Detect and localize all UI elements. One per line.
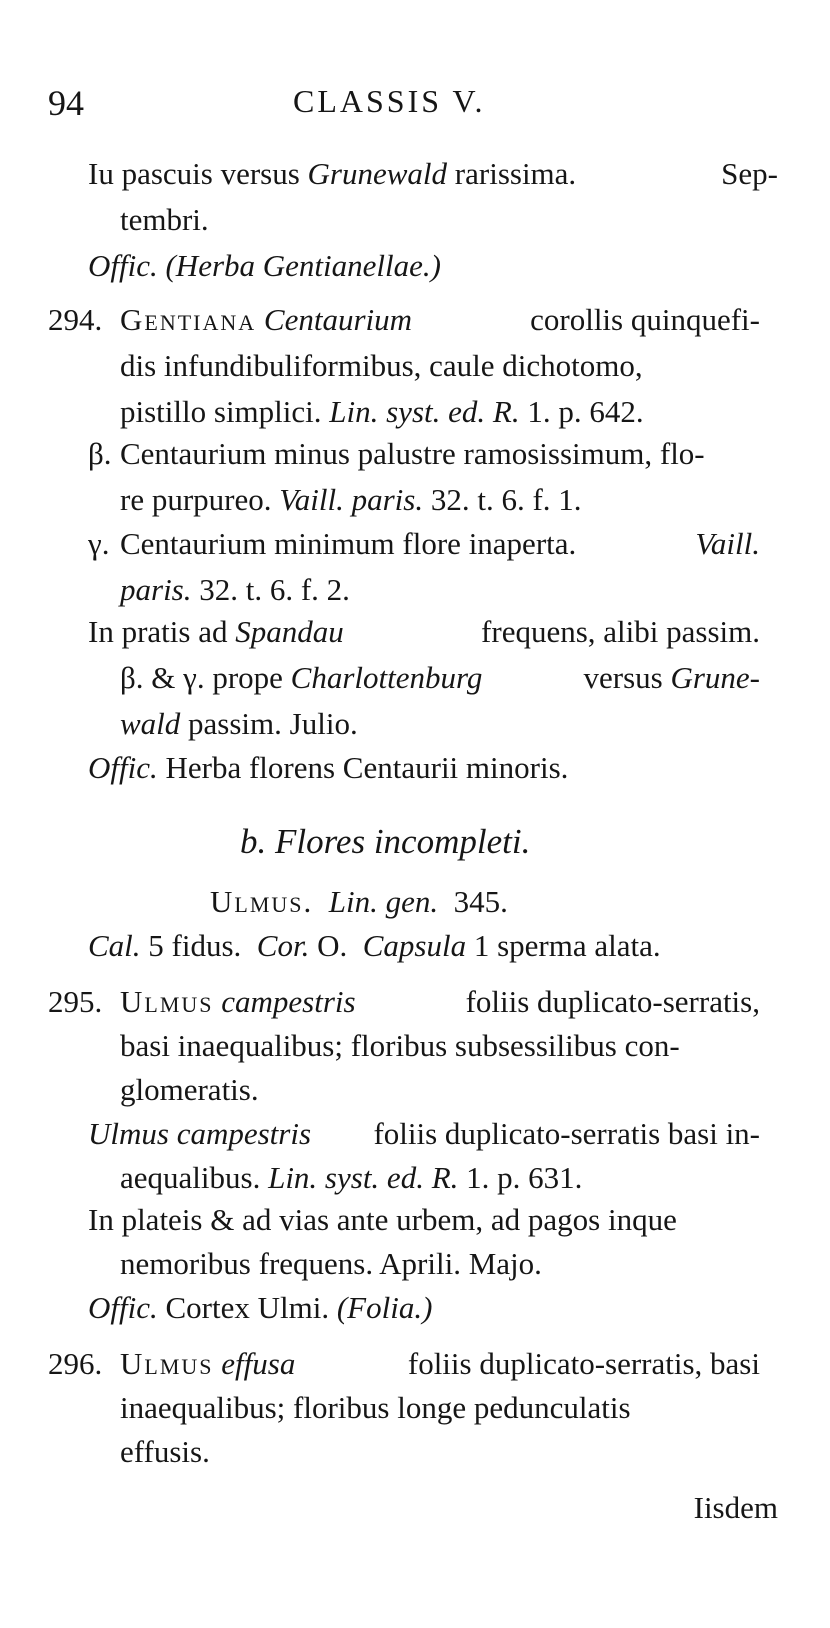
variety-line: Centaurium minus palustre ramosissimum, flo- xyxy=(120,436,705,471)
genus-characters: Cal. 5 fidus. Cor. O. Capsula 1 sperma alata. xyxy=(88,928,661,963)
synonym-line: aequalibus. Lin. syst. ed. R. 1. p. 631. xyxy=(120,1160,583,1195)
entry-number: 294. xyxy=(48,302,103,337)
synonym-line: Ulmus campestris foliis duplicato-serratis basi in- xyxy=(88,1116,760,1151)
entry-line: effusis. xyxy=(120,1434,210,1469)
entry-line: Ulmus effusa foliis duplicato-serratis, basi xyxy=(120,1346,760,1381)
running-header: CLASSIS V. xyxy=(293,83,486,119)
entry-line: dis infundibuliformibus, caule dichotomo, xyxy=(120,348,643,383)
section-heading: b. Flores incompleti. xyxy=(240,822,531,861)
variety-line: paris. 32. t. 6. f. 2. xyxy=(120,572,350,607)
habitat-line: wald passim. Julio. xyxy=(120,706,358,741)
entry-line: basi inaequalibus; floribus subsessilibus con- xyxy=(120,1028,680,1063)
habitat-line: tembri. xyxy=(120,202,209,237)
habitat-line: In pratis ad Spandau frequens, alibi passim. xyxy=(88,614,760,649)
entry-line: pistillo simplici. Lin. syst. ed. R. 1. p. 642. xyxy=(120,394,644,429)
offic-line: Offic. Herba florens Centaurii minoris. xyxy=(88,750,569,785)
offic-line: Offic. (Herba Gentianellae.) xyxy=(88,248,441,283)
page-number: 94 xyxy=(48,83,84,123)
habitat-line: In plateis & ad vias ante urbem, ad pagos inque xyxy=(88,1202,677,1237)
variety-line: re purpureo. Vaill. paris. 32. t. 6. f. 1. xyxy=(120,482,582,517)
habitat-line: nemoribus frequens. Aprili. Majo. xyxy=(120,1246,542,1281)
habitat-line: β. & γ. prope Charlottenburg versus Grune- xyxy=(120,660,760,695)
entry-line: inaequalibus; floribus longe pedunculatis xyxy=(120,1390,631,1425)
entry-line: glomeratis. xyxy=(120,1072,259,1107)
habitat-line: Iu pascuis versus Grunewald rarissima. Sep- xyxy=(88,156,778,191)
entry-number: 296. xyxy=(48,1346,103,1381)
entry-number: 295. xyxy=(48,984,103,1019)
variety-mark: γ. xyxy=(88,526,110,561)
genus-heading: Ulmus. Lin. gen. 345. xyxy=(210,884,508,919)
entry-line: Gentiana Centaurium corollis quinquefi- xyxy=(120,302,760,337)
entry-line: Ulmus campestris foliis duplicato-serratis, xyxy=(120,984,760,1019)
catchword: Iisdem xyxy=(693,1490,778,1525)
variety-line: Centaurium minimum flore inaperta. Vaill. xyxy=(120,526,760,561)
offic-line: Offic. Cortex Ulmi. (Folia.) xyxy=(88,1290,433,1325)
variety-mark: β. xyxy=(88,436,112,471)
